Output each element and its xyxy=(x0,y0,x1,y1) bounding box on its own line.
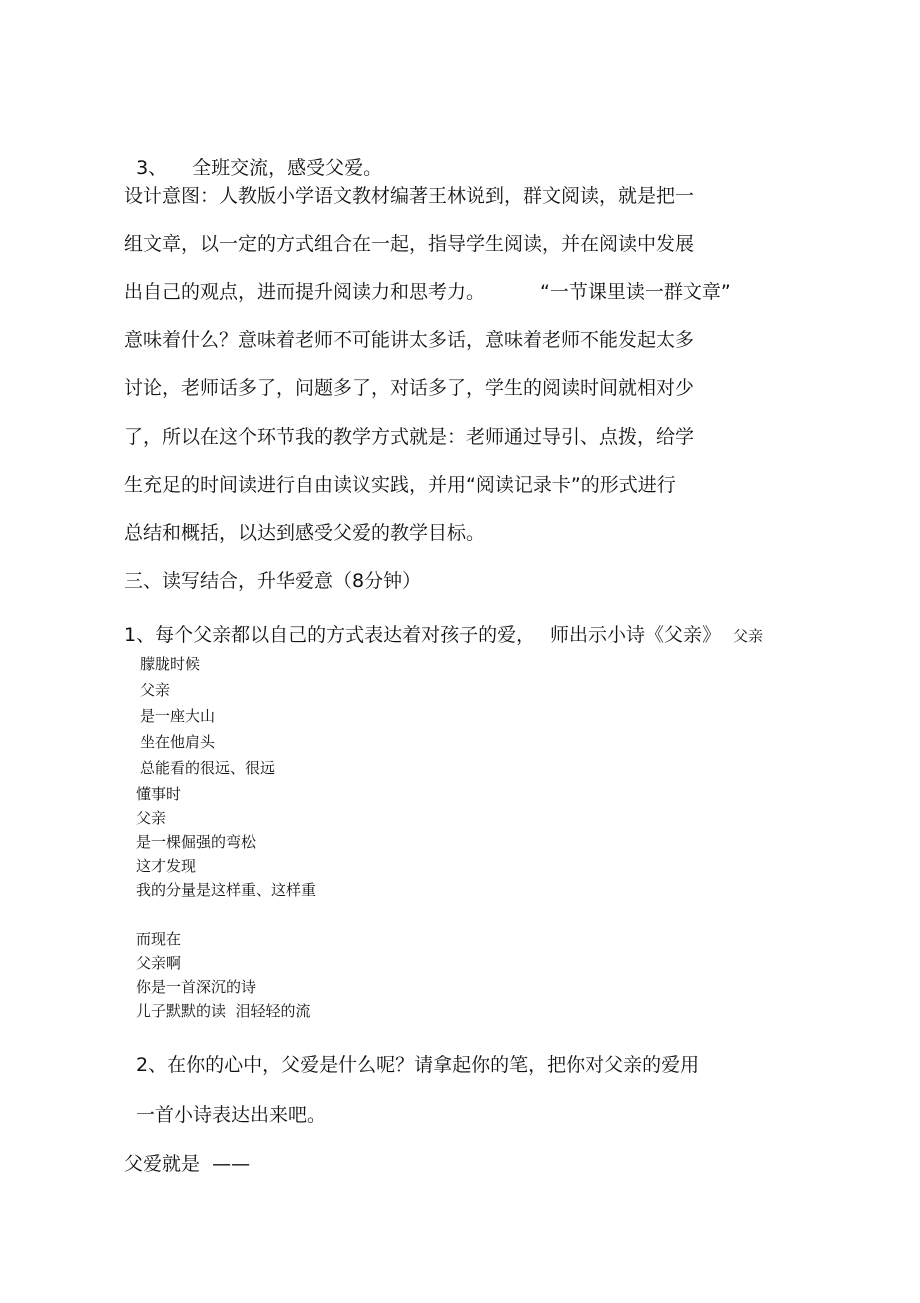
item-2-line-2: 一首小诗表达出来吧。 xyxy=(136,1104,327,1126)
poem-s3-line-4: 儿子默默的读 泪轻轻的流 xyxy=(136,1002,311,1020)
design-intent-line-8: 总结和概括，以达到感受父爱的教学目标。 xyxy=(124,522,486,544)
poem-s3-line-1: 而现在 xyxy=(136,930,182,948)
poem-s2-line-5: 我的分量是这样重、这样重 xyxy=(136,881,317,899)
poem-s2-line-4: 这才发现 xyxy=(136,857,197,875)
poem-s2-line-1: 懂事时 xyxy=(136,785,182,803)
poem-s3-line-3: 你是一首深沉的诗 xyxy=(136,978,257,996)
closing-text: 父爱就是 —— xyxy=(124,1153,251,1175)
section-3-heading xyxy=(124,140,382,178)
poem-s3-line-2: 父亲啊 xyxy=(136,954,182,972)
design-intent-line-3: 出自己的观点，进而提升阅读力和思考力。 xyxy=(124,281,486,303)
section-3-number: 3、 xyxy=(136,157,168,179)
item-1-text: 1、每个父亲都以自己的方式表达着对孩子的爱， xyxy=(124,624,536,646)
item-2-line-1: 2、在你的心中，父爱是什么呢？请拿起你的笔，把你对父亲的爱用 xyxy=(136,1054,700,1076)
design-intent-quote: “一节课里读一群文章” xyxy=(540,281,731,303)
poem-s2-line-2: 父亲 xyxy=(136,809,167,827)
section-3-title: 全班交流，感受父爱。 xyxy=(192,157,383,179)
design-intent-line-6: 了，所以在这个环节我的教学方式就是：老师通过导引、点拨，给学 xyxy=(124,426,695,448)
poem-s1-line-2: 父亲 xyxy=(140,681,171,699)
poem-s1-line-1: 朦胧时候 xyxy=(140,655,201,673)
poem-s2-line-3: 是一棵倔强的弯松 xyxy=(136,833,257,851)
part-3-heading: 三、读写结合，升华爱意（8分钟） xyxy=(124,570,422,592)
design-intent-line-4: 意味着什么？意味着老师不可能讲太多话，意味着老师不能发起太多 xyxy=(124,329,695,351)
poem-s1-line-5: 总能看的很远、很远 xyxy=(140,759,276,777)
item-1-text-2: 师出示小诗《父亲》 xyxy=(550,624,722,646)
design-intent-line-1: 设计意图：人教版小学语文教材编著王林说到，群文阅读，就是把一 xyxy=(124,185,695,207)
poem-s1-line-4: 坐在他肩头 xyxy=(140,733,216,751)
design-intent-line-2: 组文章，以一定的方式组合在一起，指导学生阅读，并在阅读中发展 xyxy=(124,233,695,255)
poem-s1-line-3: 是一座大山 xyxy=(140,707,216,725)
design-intent-line-5: 讨论，老师话多了，问题多了，对话多了，学生的阅读时间就相对少 xyxy=(124,377,695,399)
design-intent-line-7: 生充足的时间读进行自由读议实践，并用“阅读记录卡”的形式进行 xyxy=(124,474,676,496)
poem-title: 父亲 xyxy=(733,627,764,645)
